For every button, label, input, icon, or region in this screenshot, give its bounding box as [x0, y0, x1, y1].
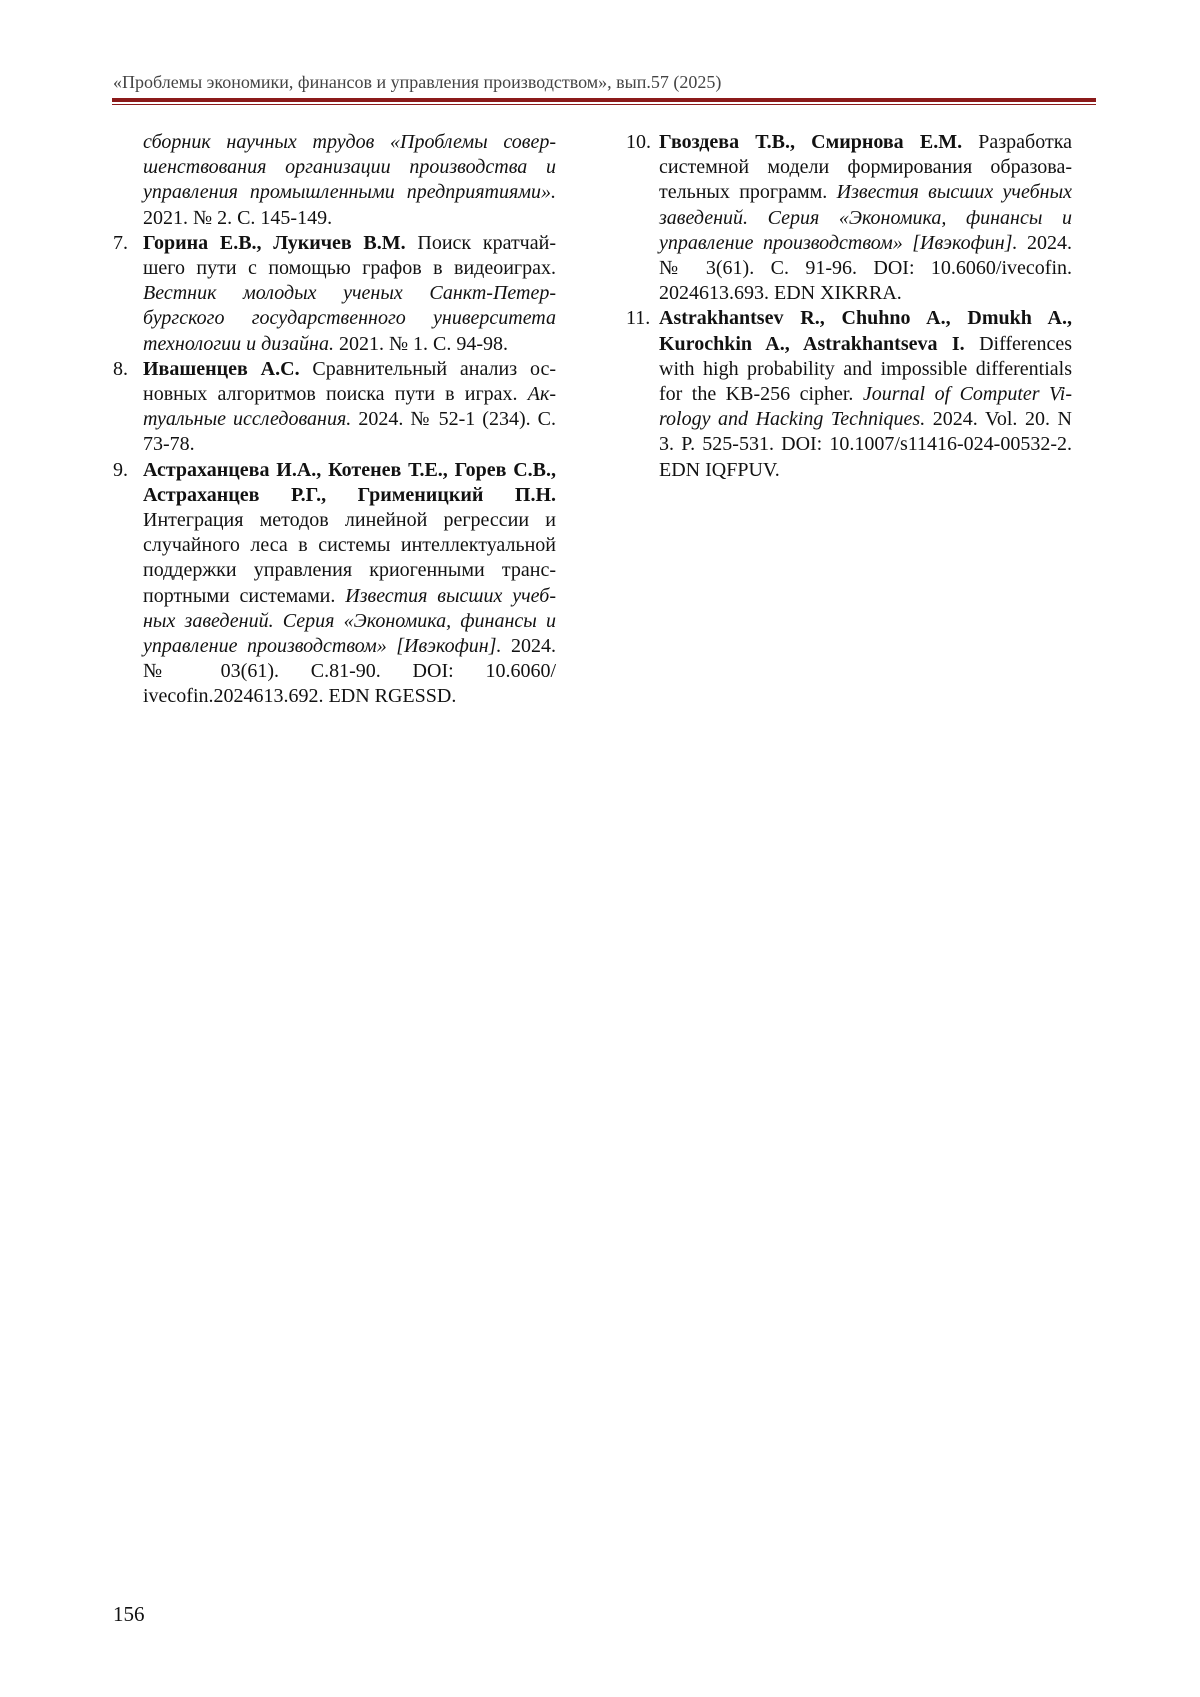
reference-9: [113, 458, 556, 710]
reference-7: [113, 231, 556, 357]
right-column: [626, 130, 1072, 483]
ref7-journal: Вестник молодых ученых Санкт-Петербургского государственного университета технологии и дизайна.: [143, 282, 556, 355]
running-header: «Проблемы экономики, финансов и управления производством», вып.57 (2025): [113, 72, 722, 92]
ref9-number: 9.: [113, 458, 128, 481]
ref11-journal: Journal of Computer Virology and Hacking Techniques.: [659, 383, 1072, 431]
ref8-journal: Актуальные исследования.: [143, 383, 556, 431]
left-column: [113, 130, 556, 710]
ref7-details: 2021. № 1. С. 94-98.: [333, 332, 509, 355]
ref7-title: Поиск кратчайшего пути с помощью графов в видеоиграх.: [143, 231, 556, 280]
reference-8: [113, 357, 556, 458]
ref10-journal: Известия высших учебных заведений. Серия «Экономика, финансы и управление производством» [Ивэкофин].: [659, 181, 1072, 254]
ref6-details: 2021. № 2. С. 145-149.: [143, 206, 333, 229]
ref10-authors: Гвоздева Т.В., Смирнова Е.М.: [659, 131, 963, 153]
page-number: 156: [113, 1602, 145, 1626]
ref11-authors: Astrakhantsev R., Chuhno A., Dmukh A., Kurochkin A., Astrakhantseva I.: [659, 307, 1072, 355]
reference-10: [626, 130, 1072, 306]
ref9-authors: Астраханцева И.А., Котенев Т.Е., Горев С.В., Астраханцев Р.Г., Грименицкий П.Н.: [143, 458, 556, 506]
header-rule-thick: [112, 98, 1096, 102]
ref8-details: 2024. № 52-1 (234). С. 73-78.: [143, 408, 556, 456]
ref9-title: Интеграция методов линейной регрессии и случайного леса в системы интеллектуальной поддержки управления криогенными транспортными системами.: [143, 509, 556, 607]
ref11-title: Differences with high probability and impossible differentials for the KB-256 cipher.: [659, 332, 1072, 406]
reference-11: [626, 306, 1072, 482]
ref10-details: 2024. № 3(61). С. 91-96. DOI: 10.6060/ivecofin. 2024613.693. EDN XIKRRA.: [659, 231, 1072, 305]
ref6-source: сборник научных трудов «Проблемы совершенствования организации производства и управления промышленными предприятиями».: [143, 131, 556, 204]
ref9-details: 2024. № 03(61). С.81-90. DOI: 10.6060/ ivecofin.2024613.692. EDN RGESSD.: [143, 635, 556, 708]
ref8-title: Сравнительный анализ основных алгоритмов поиска пути в играх.: [143, 357, 556, 406]
ref10-title: Разработка системной модели формирования образовательных программ.: [659, 131, 1072, 204]
reference-6-continued: [113, 130, 556, 231]
ref8-authors: Ивашенцев А.С.: [143, 357, 300, 380]
ref9-journal: Известия высших учебных заведений. Серия «Экономика, финансы и управление производством» [Ивэкофин].: [143, 584, 557, 658]
ref7-authors: Горина Е.В., Лукичев В.М.: [143, 231, 406, 254]
ref11-number: 11.: [626, 307, 651, 330]
ref11-details: 2024. Vol. 20. N 3. P. 525-531. DOI: 10.1007/s11416-024-00532-2. EDN IQFPUV.: [659, 408, 1072, 481]
ref8-number: 8.: [113, 357, 128, 380]
ref10-number: 10.: [626, 131, 651, 153]
ref7-number: 7.: [113, 231, 128, 254]
header-rule-thin: [112, 104, 1096, 105]
